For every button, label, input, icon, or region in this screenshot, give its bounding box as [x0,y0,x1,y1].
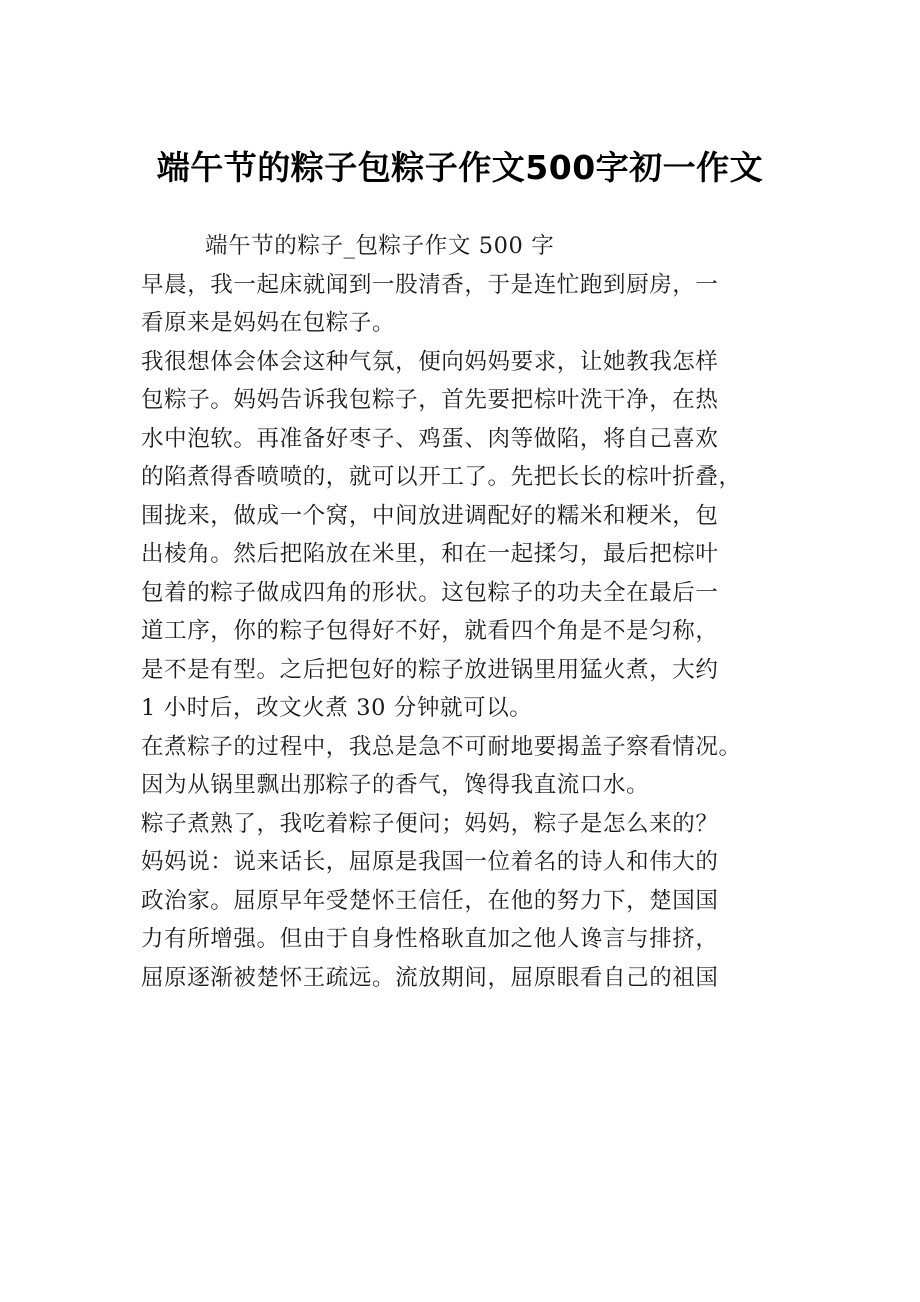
text-line: 道工序，你的粽子包得好不好，就看四个角是不是匀称， [141,618,719,644]
text-line: 我很想体会体会这种气氛，便向妈妈要求，让她教我怎样 [141,348,719,375]
text-line: 水中泡软。再准备好枣子、鸡蛋、肉等做陷，将自己喜欢 [141,425,719,452]
text-line: 政治家。屈原早年受楚怀王信任，在他的努力下，楚国国 [141,887,719,914]
text-line: 包着的粽子做成四角的形状。这包粽子的功夫全在最后一 [141,579,719,606]
text-line: 看原来是妈妈在包粽子。 [141,310,396,336]
text-line: 早晨，我一起床就闻到一股清香，于是连忙跑到厨房，一 [141,271,719,298]
text-line: 力有所增强。但由于自身性格耿直加之他人谗言与排挤， [141,926,719,952]
text-line: 1 小时后，改文火煮 30 分钟就可以。 [141,695,533,721]
document-body [141,227,781,997]
text-line: 围拢来，做成一个窝，中间放进调配好的糯米和粳米，包 [141,502,719,529]
text-line: 出棱角。然后把陷放在米里，和在一起揉匀，最后把棕叶 [141,541,719,567]
document-subtitle: 端午节的粽子_包粽子作文 500 字 [205,233,555,259]
text-line: 因为从锅里飘出那粽子的香气，馋得我直流口水。 [141,772,650,798]
text-line: 妈妈说：说来话长，屈原是我国一位着名的诗人和伟大的 [141,849,719,875]
text-line: 屈原逐渐被楚怀王疏远。流放期间，屈原眼看自己的祖国 [141,964,719,991]
document-title: 端午节的粽子包粽子作文500字初一作文 [156,148,764,187]
text-line: 的陷煮得香喷喷的，就可以开工了。先把长长的棕叶折叠， [141,464,742,490]
text-line: 包粽子。妈妈告诉我包粽子，首先要把棕叶洗干净，在热 [141,387,719,413]
text-line: 在煮粽子的过程中，我总是急不可耐地要揭盖子察看情况。 [141,733,742,760]
text-line: 粽子煮熟了，我吃着粽子便问；妈妈，粽子是怎么来的？ [141,810,719,837]
text-line: 是不是有型。之后把包好的粽子放进锅里用猛火煮，大约 [141,656,719,683]
